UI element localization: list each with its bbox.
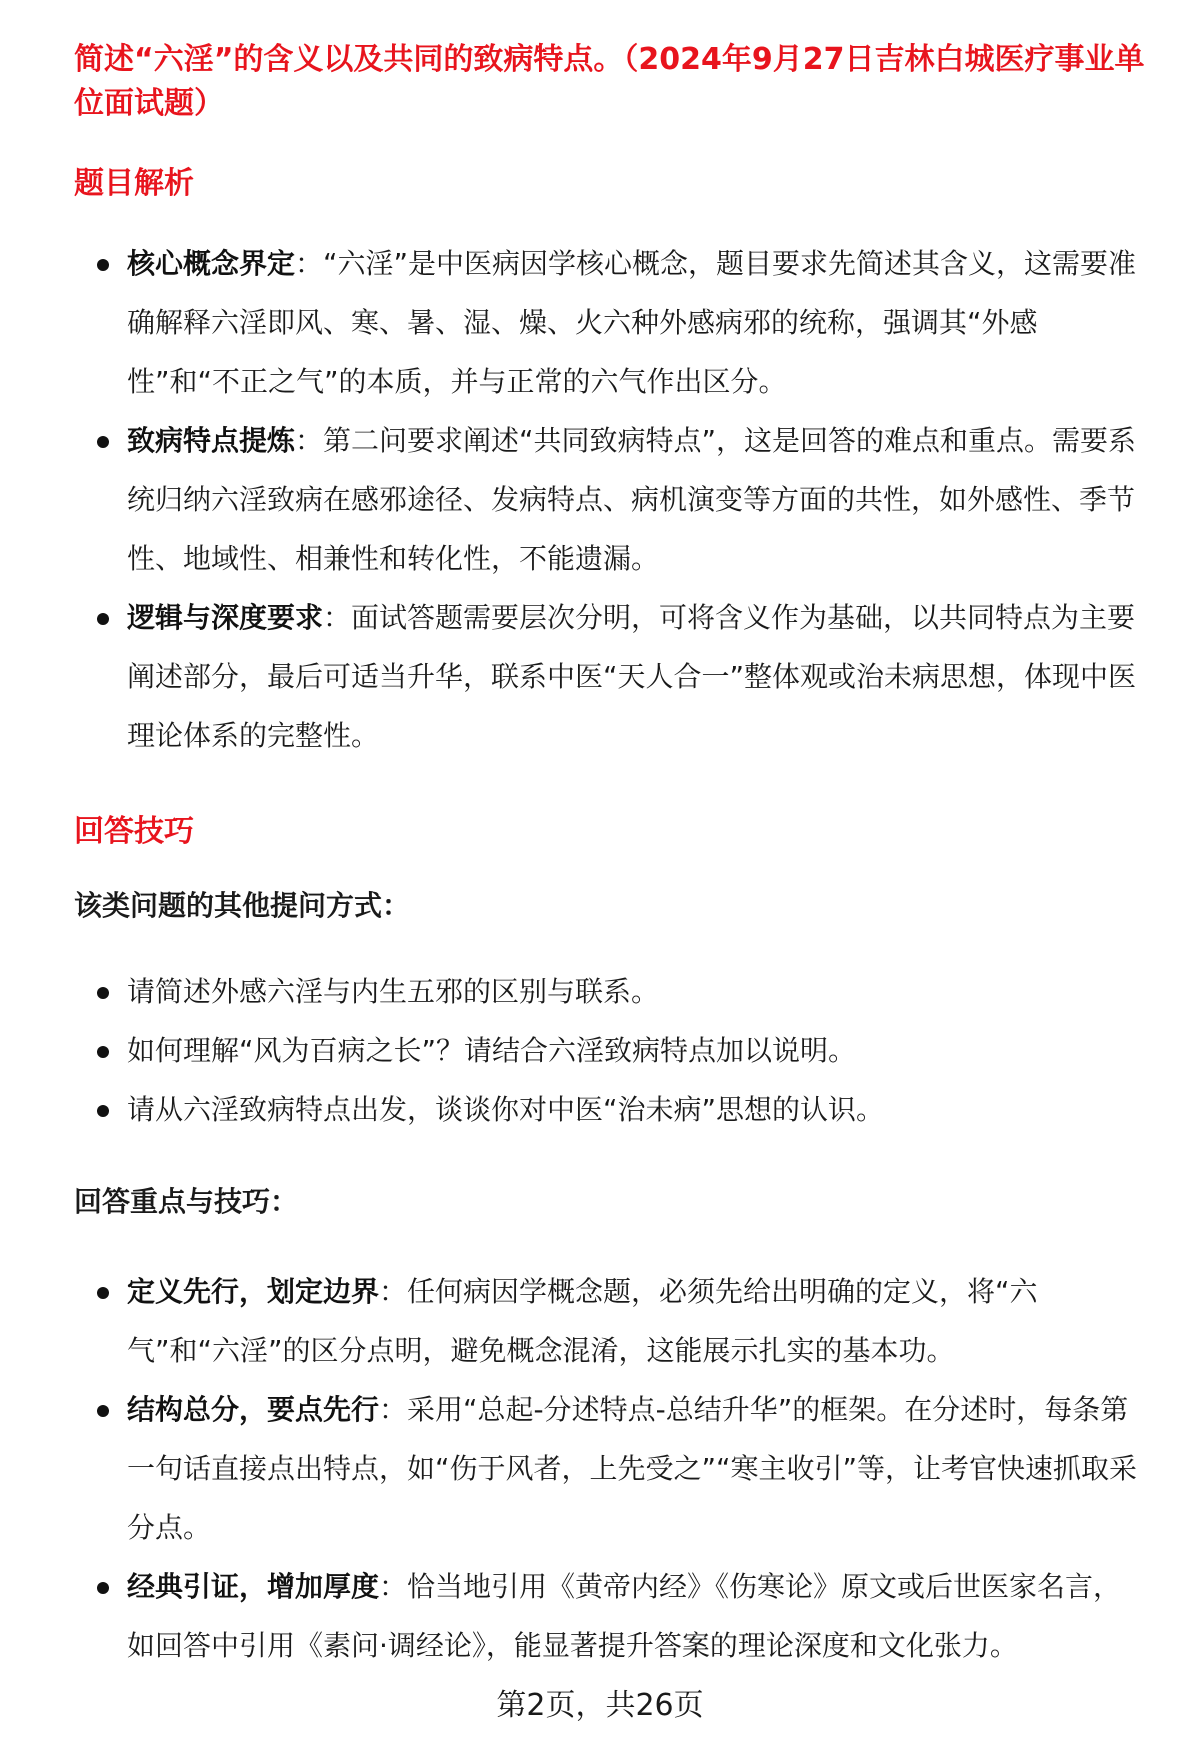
list-item (0, 1262, 1200, 1380)
bullet-icon (97, 1405, 109, 1417)
item-term: 结构总分，要点先行 (127, 1393, 380, 1426)
bullet-icon (97, 259, 109, 271)
item-text: 请简述外感六淫与内生五邪的区别与联系。 (127, 975, 660, 1008)
analysis-list (0, 234, 1200, 765)
key-points-list (0, 1262, 1200, 1675)
list-item (0, 962, 1200, 1021)
bullet-icon (97, 1105, 109, 1117)
other-ways-list (0, 962, 1200, 1139)
item-term: 定义先行，划定边界 (127, 1275, 380, 1308)
question-title: 简述“六淫”的含义以及共同的致病特点。（2024年9月27日吉林白城医疗事业单位面试题） (74, 42, 1145, 121)
bullet-icon (97, 987, 109, 999)
list-item (0, 1557, 1200, 1675)
bullet-icon (97, 613, 109, 625)
list-item (0, 588, 1200, 765)
item-text: 请从六淫致病特点出发，谈谈你对中医“治未病”思想的认识。 (127, 1093, 885, 1126)
item-term: 致病特点提炼 (127, 424, 296, 457)
item-text: ：任何病因学概念题，必须先给出明确的定义，将“六气”和“六淫”的区分点明，避免概念混淆，这能展示扎实的基本功。 (127, 1275, 1038, 1367)
list-item (0, 1380, 1200, 1557)
list-item (0, 1080, 1200, 1139)
bullet-icon (97, 436, 109, 448)
tips-heading: 回答技巧 (74, 814, 194, 849)
item-text: ：面试答题需要层次分明，可将含义作为基础，以共同特点为主要阐述部分，最后可适当升华，联系中医“天人合一”整体观或治未病思想，体现中医理论体系的完整性。 (127, 601, 1137, 752)
list-item (0, 1021, 1200, 1080)
item-term: 经典引证，增加厚度 (127, 1570, 380, 1603)
item-text: ：第二问要求阐述“共同致病特点”，这是回答的难点和重点。需要系统归纳六淫致病在感邪途径、发病特点、病机演变等方面的共性，如外感性、季节性、地域性、相兼性和转化性，不能遗漏。 (127, 424, 1137, 575)
item-text: ：“六淫”是中医病因学核心概念，题目要求先简述其含义，这需要准确解释六淫即风、寒、暑、湿、燥、火六种外感病邪的统称，强调其“外感性”和“不正之气”的本质，并与正常的六气作出区分。 (127, 247, 1137, 398)
bullet-icon (97, 1582, 109, 1594)
other-ways-heading: 该类问题的其他提问方式： (74, 889, 411, 922)
analysis-heading: 题目解析 (74, 166, 194, 201)
list-item (0, 411, 1200, 588)
item-text: 如何理解“风为百病之长”？请结合六淫致病特点加以说明。 (127, 1034, 857, 1067)
item-term: 逻辑与深度要求 (127, 601, 324, 634)
bullet-icon (97, 1046, 109, 1058)
list-item (0, 234, 1200, 411)
item-text: ：恰当地引用《黄帝内经》《伤寒论》原文或后世医家名言，如回答中引用《素问·调经论》，能显著提升答案的理论深度和文化张力。 (127, 1570, 1122, 1662)
item-text: ：采用“总起-分述特点-总结升华”的框架。在分述时，每条第一句话直接点出特点，如“伤于风者，上先受之”“寒主收引”等，让考官快速抓取采分点。 (127, 1393, 1138, 1544)
page-number: 第2页，共26页 (496, 1688, 704, 1723)
key-points-heading: 回答重点与技巧： (74, 1185, 299, 1218)
bullet-icon (97, 1287, 109, 1299)
item-term: 核心概念界定 (127, 247, 296, 280)
